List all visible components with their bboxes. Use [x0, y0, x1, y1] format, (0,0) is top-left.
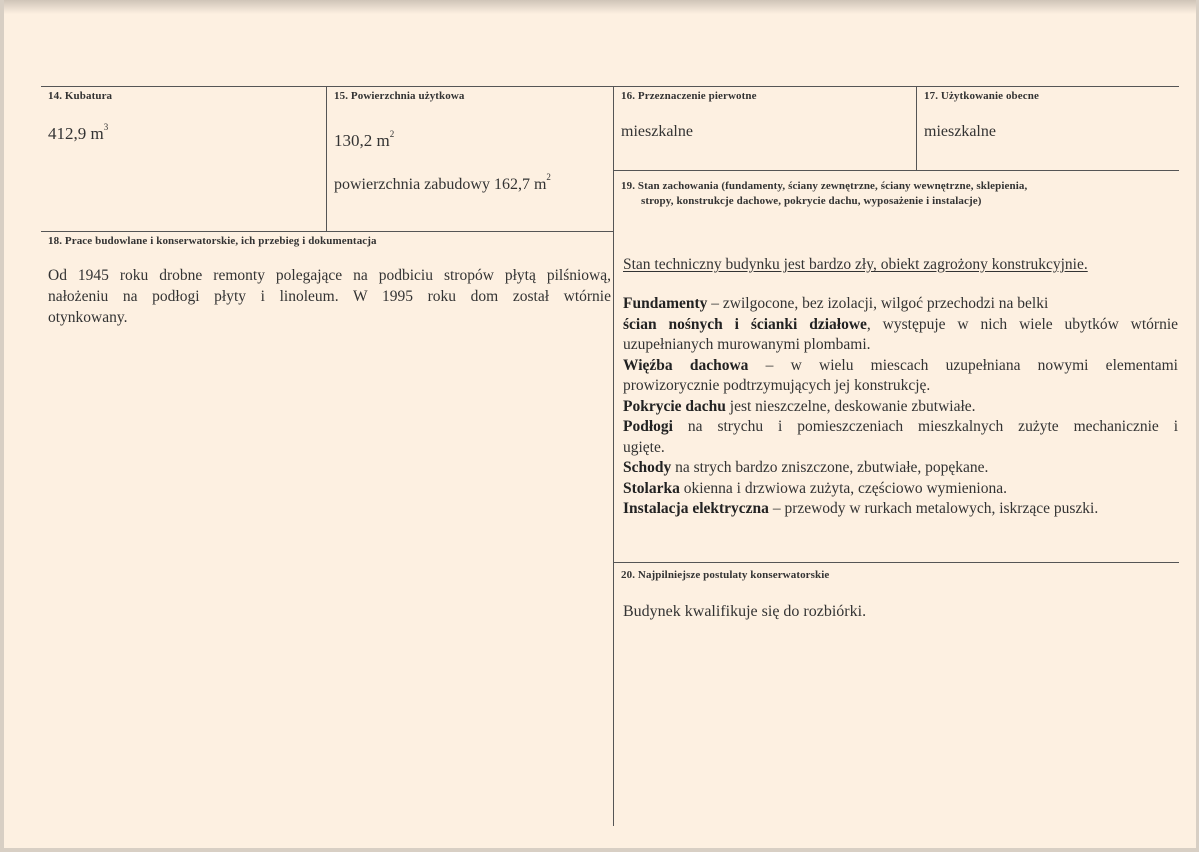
scan-edge-top	[0, 0, 1199, 14]
detail-fundamenty: Fundamenty – zwilgocone, bez izolacji, wilgoć przechodzi na belki	[623, 295, 1049, 312]
section-16-value: mieszkalne	[621, 123, 693, 140]
section-18-line-2: nałożeniu na podłogi płyty i linoleum. W 1995 roku dom został wtórnie	[48, 288, 611, 305]
detail-instalacja: Instalacja elektryczna – przewody w rurkach metalowych, iskrzące puszki.	[623, 500, 1099, 517]
detail-schody: Schody na strych bardzo zniszczone, zbutwiałe, popękane.	[623, 459, 989, 476]
grid-top-line	[41, 86, 1179, 87]
grid-line-under-16-17	[613, 170, 1179, 171]
section-16-label: 16. Przeznaczenie pierwotne	[621, 90, 757, 102]
grid-divider-16-17	[916, 86, 917, 170]
detail-sciany: ścian nośnych i ścianki działowe, występuje w nich wiele ubytków wtórnie	[623, 315, 1179, 333]
section-18-line-1: Od 1945 roku drobne remonty polegające na podbiciu stropów płytą pilśniową,	[48, 267, 611, 284]
grid-divider-14-15	[326, 86, 327, 232]
section-20-label: 20. Najpilniejsze postulaty konserwatorskie	[621, 569, 830, 581]
detail-podlogi: Podłogi na strychu i pomieszczeniach mieszkalnych zużyte mechanicznie i	[623, 418, 1178, 435]
grid-center-divider	[613, 86, 614, 826]
grid-line-under-19	[613, 562, 1179, 563]
detail-wiezba-cont: prowizorycznie podtrzymujących jej konstrukcję.	[623, 377, 931, 394]
section-19-label-line-2: stropy, konstrukcje dachowe, pokrycie dachu, wyposażenie i instalacje)	[641, 195, 982, 207]
section-19-details	[623, 294, 1178, 520]
section-20-value: Budynek kwalifikuje się do rozbiórki.	[623, 603, 867, 620]
section-15-label: 15. Powierzchnia użytkowa	[334, 90, 465, 102]
detail-wiezba: Więźba dachowa – w wielu miescach uzupełniana nowymi elementami	[623, 356, 1178, 374]
section-17-value: mieszkalne	[924, 123, 996, 140]
section-15-built-area: powierzchnia zabudowy 162,7 $m^2$	[334, 172, 551, 193]
detail-pokrycie: Pokrycie dachu jest nieszczelne, deskowanie zbutwiałe.	[623, 397, 976, 415]
section-17-label: 17. Użytkowanie obecne	[924, 90, 1039, 102]
detail-podlogi-cont: ugięte.	[623, 438, 665, 456]
scan-edge-left	[0, 0, 4, 852]
section-15-value: 130,2 $m^2$	[334, 129, 395, 150]
section-19-label-line-1: 19. Stan zachowania (fundamenty, ściany zewnętrzne, ściany wewnętrzne, sklepienia,	[621, 180, 1028, 192]
scan-edge-bottom	[0, 848, 1199, 852]
section-18-text	[48, 265, 611, 328]
detail-sciany-cont: uzupełnianych murowanymi plombami.	[623, 336, 871, 353]
section-14-label: 14. Kubatura	[48, 90, 113, 102]
section-18-line-3: otynkowany.	[48, 309, 128, 326]
section-19-summary: Stan techniczny budynku jest bardzo zły, obiekt zagrożony konstrukcyjnie.	[623, 256, 1088, 273]
detail-stolarka: Stolarka okienna i drzwiowa zużyta, częściowo wymieniona.	[623, 479, 1007, 497]
section-18-label: 18. Prace budowlane i konserwatorskie, ich przebieg i dokumentacja	[48, 235, 377, 247]
grid-line-under-14-15	[41, 231, 613, 232]
section-14-value: 412,9 $m^3$	[48, 122, 109, 143]
